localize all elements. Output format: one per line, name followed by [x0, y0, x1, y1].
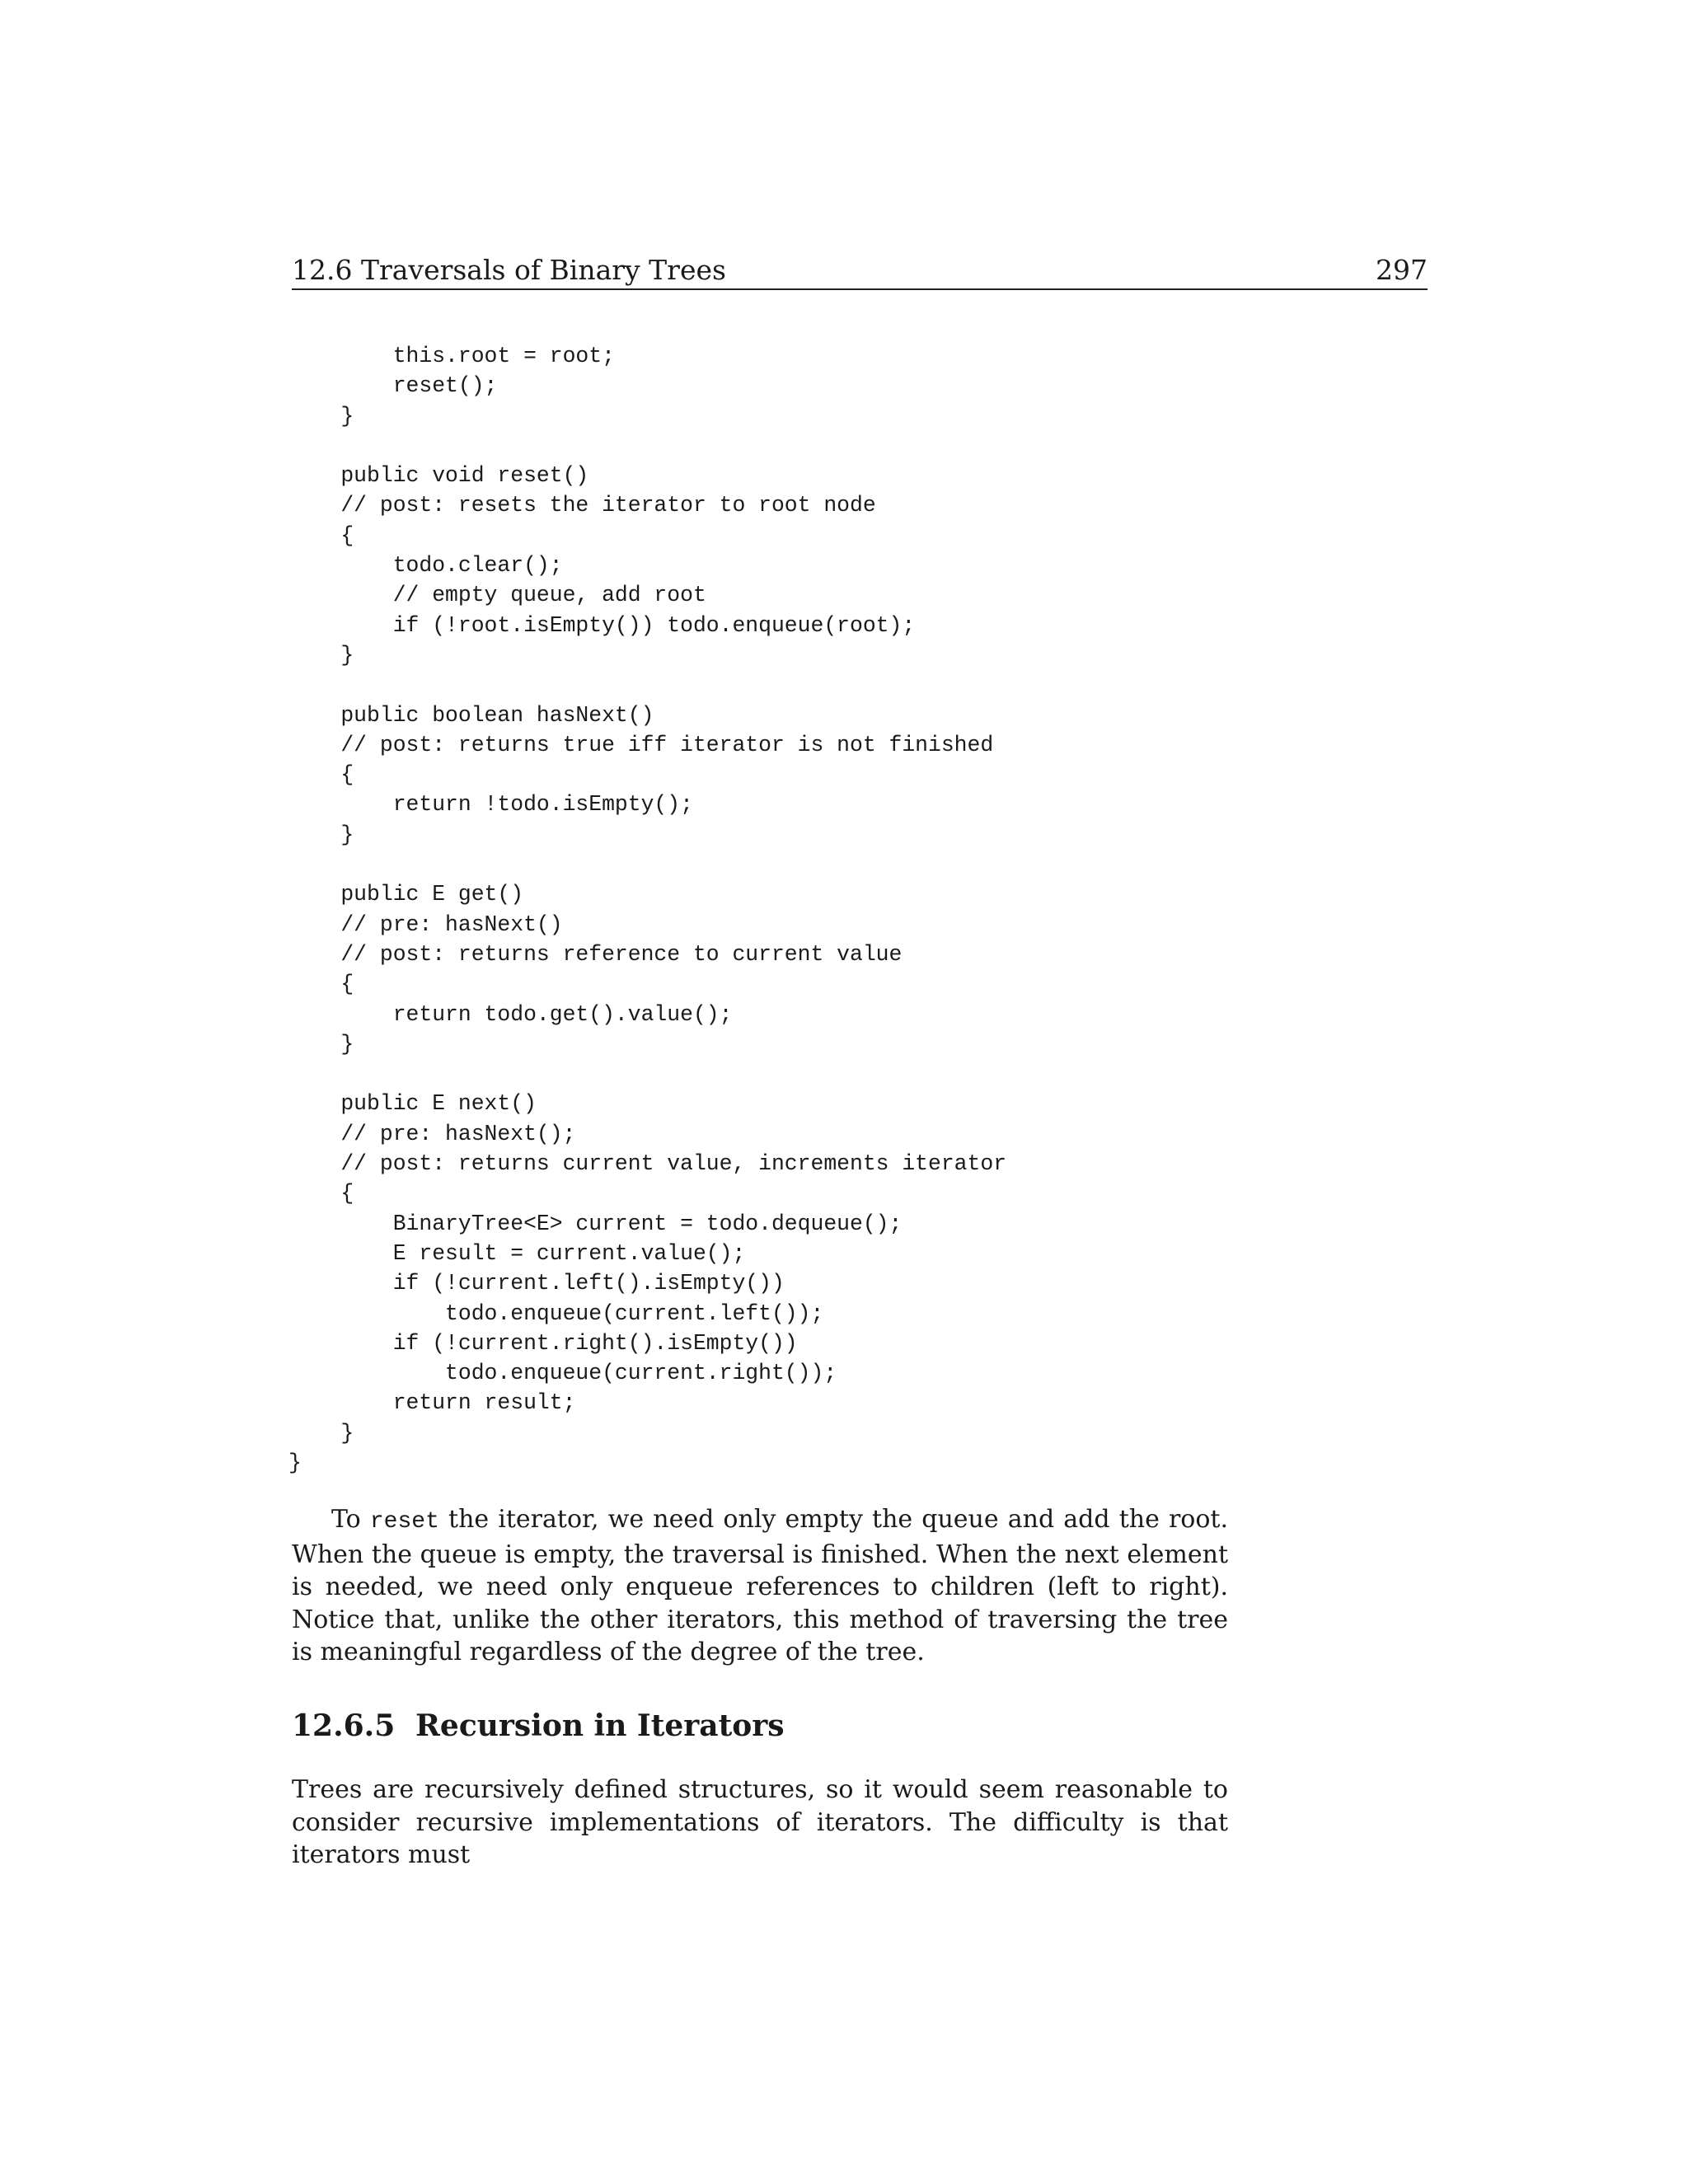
- page-number: 297: [1376, 254, 1428, 286]
- section-number: 12.6.5: [292, 1708, 396, 1743]
- code-line: {: [288, 1181, 354, 1207]
- paragraph-text-start: To: [331, 1505, 370, 1534]
- code-line: if (!current.left().isEmpty()): [288, 1271, 785, 1296]
- code-line: {: [288, 523, 354, 548]
- paragraph-text-rest: the iterator, we need only empty the queue and add the root. When the queue is empty, the traversal is finished. When the next element is needed, we need only enqueue references to children (left to right). Notice that, unlike the other iterators, this method of traversing the tree is meaningful regardless of the degree of the tree.: [292, 1505, 1229, 1666]
- code-line: // pre: hasNext();: [288, 1121, 576, 1146]
- code-line: public void reset(): [288, 463, 589, 489]
- code-line: [288, 850, 1006, 879]
- code-line: [288, 670, 1006, 700]
- code-line: this.root = root;: [288, 344, 615, 368]
- inline-code-reset: reset: [369, 1509, 439, 1535]
- code-line: reset();: [288, 373, 498, 399]
- code-line: }: [288, 1420, 354, 1446]
- code-line: if (!root.isEmpty()) todo.enqueue(root);: [288, 612, 916, 638]
- code-line: if (!current.right().isEmpty()): [288, 1330, 798, 1356]
- running-header: [292, 252, 1428, 290]
- code-line: BinaryTree<E> current = todo.dequeue();: [288, 1211, 903, 1236]
- code-line: // empty queue, add root: [288, 583, 706, 608]
- code-line: // post: returns true iff iterator is not finished: [288, 732, 994, 757]
- code-line: }: [288, 642, 354, 668]
- header-section-title: 12.6 Traversals of Binary Trees: [292, 254, 726, 286]
- code-line: }: [288, 822, 354, 847]
- code-line: {: [288, 762, 354, 788]
- code-line: todo.enqueue(current.right());: [288, 1361, 837, 1386]
- code-line: }: [288, 1450, 302, 1475]
- code-line: [288, 1059, 1006, 1089]
- section-heading: [292, 1706, 784, 1746]
- code-line: todo.enqueue(current.left());: [288, 1301, 824, 1326]
- code-line: // post: returns reference to current value: [288, 941, 903, 967]
- code-line: // pre: hasNext(): [288, 912, 563, 937]
- code-line: public boolean hasNext(): [288, 702, 654, 728]
- code-line: }: [288, 403, 354, 429]
- code-line: public E next(): [288, 1091, 537, 1117]
- section-title: Recursion in Iterators: [415, 1708, 785, 1743]
- paragraph-recursion-intro: Trees are recursively defined structures, so it would seem reasonable to consider recursive implementations of iterators. The difficulty is that iterators must: [292, 1775, 1228, 1869]
- code-line: // post: resets the iterator to root node: [288, 493, 876, 518]
- code-line: return result;: [288, 1390, 576, 1416]
- code-line: E result = current.value();: [288, 1240, 746, 1266]
- code-line: }: [288, 1031, 354, 1057]
- code-line: todo.clear();: [288, 553, 563, 579]
- paragraph-reset-explanation: [292, 1503, 1228, 1669]
- code-line: return todo.get().value();: [288, 1001, 733, 1027]
- code-line: [288, 431, 1006, 461]
- code-listing: [288, 341, 1006, 1478]
- code-line: return !todo.isEmpty();: [288, 792, 693, 818]
- code-line: public E get(): [288, 882, 524, 907]
- code-line: // post: returns current value, increments iterator: [288, 1151, 1007, 1177]
- code-line: {: [288, 972, 354, 997]
